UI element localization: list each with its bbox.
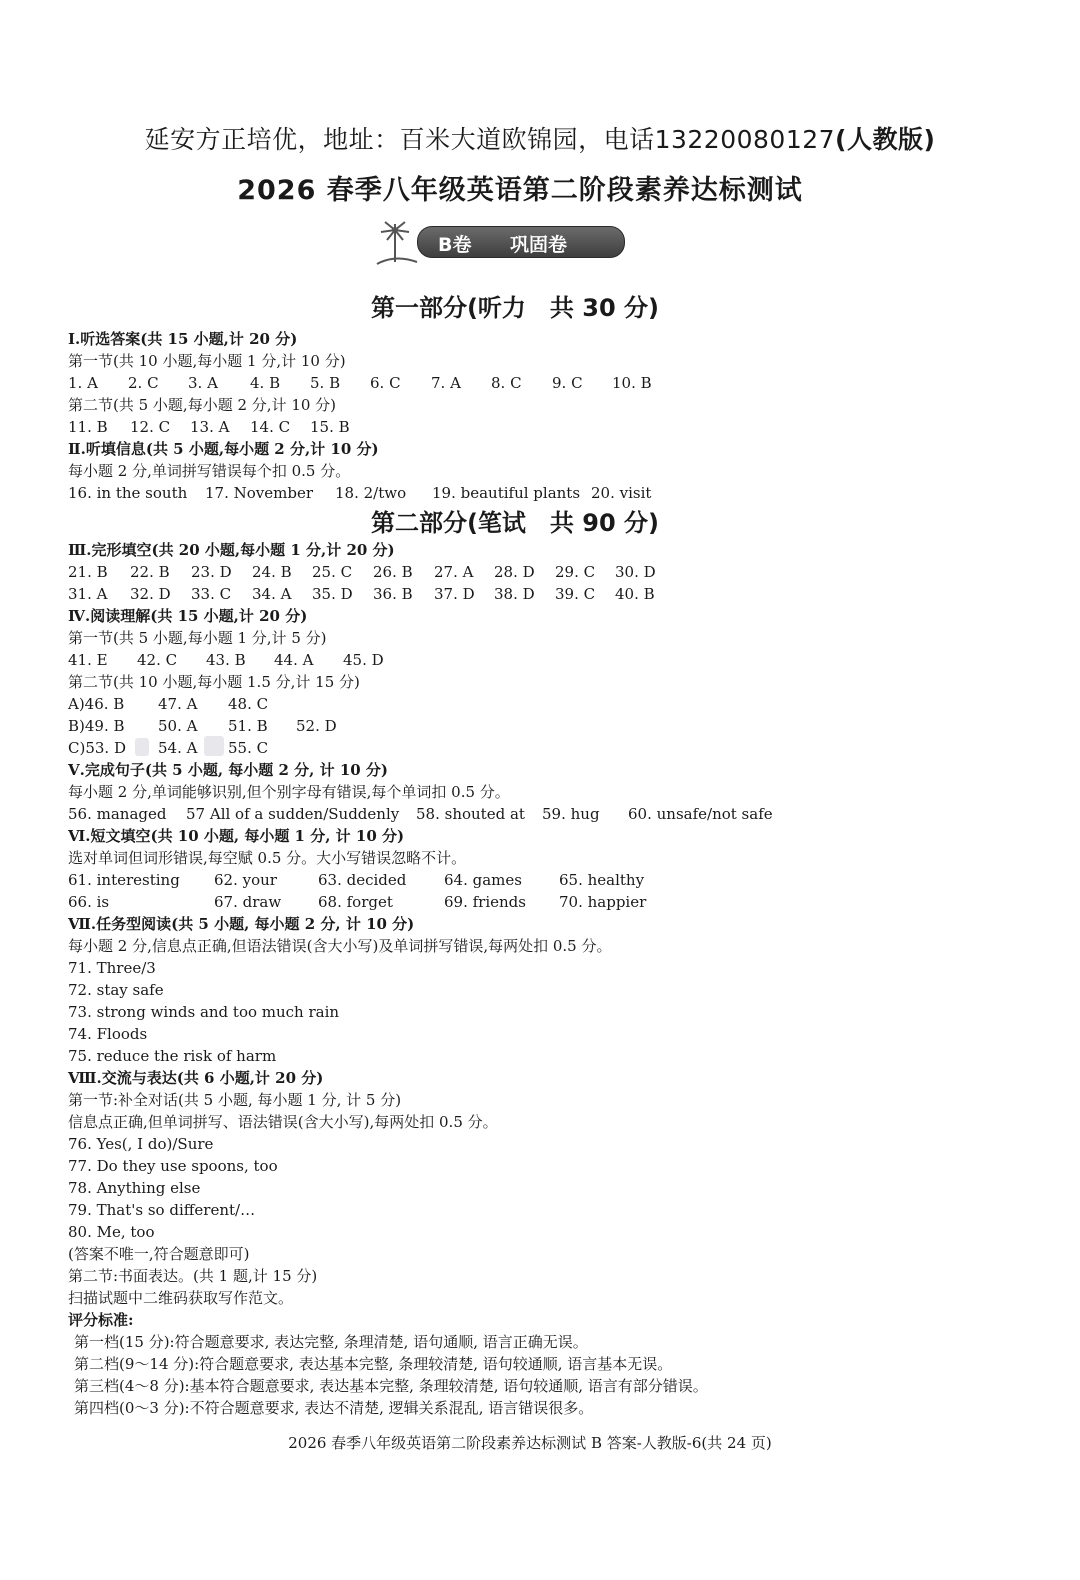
- answer-item: 28. D: [494, 563, 535, 581]
- section2-heading: Ⅱ.听填信息(共 5 小题,每小题 2 分,计 10 分): [68, 440, 379, 458]
- volume-banner: [365, 214, 678, 272]
- section1-sub1: 第一节(共 10 小题,每小题 1 分,计 10 分): [68, 352, 346, 370]
- answer-item: 55. C: [228, 739, 269, 757]
- answer-item: 40. B: [615, 585, 655, 603]
- criteria-heading: 评分标准:: [68, 1311, 134, 1329]
- institution-header: [0, 120, 1080, 156]
- answer-item: 76. Yes(, I do)/Sure: [68, 1135, 214, 1153]
- answer-item: 13. A: [190, 418, 230, 436]
- answer-item: 32. D: [130, 585, 171, 603]
- section7-note: 每小题 2 分,信息点正确,但语法错误(含大小写)及单词拼写错误,每两处扣 0.5 分。: [68, 937, 612, 955]
- answer-item: 3. A: [188, 374, 218, 392]
- answer-item: 58. shouted at: [416, 805, 525, 823]
- criteria-item: 第三档(4～8 分):基本符合题意要求, 表达基本完整, 条理较清楚, 语句较通顺, 语言有部分错误。: [74, 1377, 708, 1395]
- answer-item: 24. B: [252, 563, 292, 581]
- arrows-icon: ◀◀◀: [640, 230, 678, 252]
- answer-item: 6. C: [370, 374, 401, 392]
- answer-item: 19. beautiful plants: [432, 484, 581, 502]
- edition-label: (人教版): [835, 125, 936, 154]
- section2-note: 每小题 2 分,单词拼写错误每个扣 0.5 分。: [68, 462, 351, 480]
- answer-item: 56. managed: [68, 805, 167, 823]
- answer-item: 2. C: [128, 374, 159, 392]
- answer-item: 77. Do they use spoons, too: [68, 1157, 278, 1175]
- answer-item: 37. D: [434, 585, 475, 603]
- answer-item: 64. games: [444, 871, 522, 889]
- criteria-item: 第一档(15 分):符合题意要求, 表达完整, 条理清楚, 语句通顺, 语言正确无误。: [74, 1333, 588, 1351]
- answer-item: 80. Me, too: [68, 1223, 155, 1241]
- section5-note: 每小题 2 分,单词能够识别,但个别字母有错误,每个单词扣 0.5 分。: [68, 783, 510, 801]
- answer-item: 68. forget: [318, 893, 393, 911]
- answer-item: 20. visit: [591, 484, 652, 502]
- answer-item: 57 All of a sudden/Suddenly: [186, 805, 400, 823]
- volume-type-label: 巩固卷: [510, 234, 568, 256]
- answer-item: 52. D: [296, 717, 337, 735]
- scan-smudge: [204, 736, 224, 756]
- part2-title: 第二部分(笔试 共 90 分): [370, 509, 660, 537]
- answer-item: 78. Anything else: [68, 1179, 201, 1197]
- answer-item: 22. B: [130, 563, 170, 581]
- section7-heading: Ⅶ.任务型阅读(共 5 小题, 每小题 2 分, 计 10 分): [68, 915, 415, 933]
- answer-item: 27. A: [434, 563, 474, 581]
- page-footer: 2026 春季八年级英语第二阶段素养达标测试 B 答案-人教版-6(共 24 页): [288, 1434, 772, 1452]
- answer-item: 38. D: [494, 585, 535, 603]
- answer-item: 26. B: [373, 563, 413, 581]
- answer-item: 43. B: [206, 651, 246, 669]
- section8-remark: (答案不唯一,符合题意即可): [68, 1245, 250, 1263]
- answer-item: 67. draw: [214, 893, 282, 911]
- answer-item: 10. B: [612, 374, 652, 392]
- answer-item: 8. C: [491, 374, 522, 392]
- section8-note: 信息点正确,但单词拼写、语法错误(含大小写),每两处扣 0.5 分。: [68, 1113, 498, 1131]
- answer-item: 33. C: [191, 585, 232, 603]
- answer-item: 9. C: [552, 374, 583, 392]
- answer-item: 31. A: [68, 585, 108, 603]
- answer-item: C)53. D: [68, 739, 126, 757]
- section4-sub1: 第一节(共 5 小题,每小题 1 分,计 5 分): [68, 629, 327, 647]
- answer-item: 21. B: [68, 563, 108, 581]
- answer-item: 71. Three/3: [68, 959, 156, 977]
- answer-item: 79. That's so different/…: [68, 1201, 256, 1219]
- answer-item: 48. C: [228, 695, 269, 713]
- answer-item: 72. stay safe: [68, 981, 164, 999]
- answer-item: 50. A: [158, 717, 198, 735]
- answer-item: 60. unsafe/not safe: [628, 805, 773, 823]
- answer-item: 15. B: [310, 418, 350, 436]
- answer-item: 42. C: [137, 651, 178, 669]
- answer-item: 59. hug: [542, 805, 600, 823]
- answer-item: 1. A: [68, 374, 98, 392]
- answer-item: 11. B: [68, 418, 108, 436]
- criteria-item: 第四档(0～3 分):不符合题意要求, 表达不清楚, 逻辑关系混乱, 语言错误很多。: [74, 1399, 594, 1417]
- section6-heading: Ⅵ.短文填空(共 10 小题, 每小题 1 分, 计 10 分): [68, 827, 405, 845]
- answer-item: 34. A: [252, 585, 292, 603]
- section1-sub2: 第二节(共 5 小题,每小题 2 分,计 10 分): [68, 396, 337, 414]
- answer-item: 66. is: [68, 893, 110, 911]
- answer-item: 61. interesting: [68, 871, 180, 889]
- section8-sub1: 第一节:补全对话(共 5 小题, 每小题 1 分, 计 5 分): [68, 1091, 402, 1109]
- answer-item: 39. C: [555, 585, 596, 603]
- section6-note: 选对单词但词形错误,每空赋 0.5 分。大小写错误忽略不计。: [68, 849, 467, 867]
- answer-item: 41. E: [68, 651, 108, 669]
- answer-item: 18. 2/two: [335, 484, 407, 502]
- answer-item: 74. Floods: [68, 1025, 148, 1043]
- answer-item: 62. your: [214, 871, 277, 889]
- answer-item: 47. A: [158, 695, 198, 713]
- answer-item: 44. A: [274, 651, 314, 669]
- answer-item: 35. D: [312, 585, 353, 603]
- answer-item: 23. D: [191, 563, 232, 581]
- section4-sub2: 第二节(共 10 小题,每小题 1.5 分,计 15 分): [68, 673, 360, 691]
- part1-title: 第一部分(听力 共 30 分): [370, 294, 660, 322]
- answer-item: A)46. B: [68, 695, 125, 713]
- answer-item: 36. B: [373, 585, 413, 603]
- answer-item: 65. healthy: [559, 871, 645, 889]
- section8-heading: Ⅷ.交流与表达(共 6 小题,计 20 分): [68, 1069, 324, 1087]
- answer-item: 12. C: [130, 418, 171, 436]
- page-title: 2026 春季八年级英语第二阶段素养达标测试: [237, 175, 803, 206]
- answer-item: 17. November: [205, 484, 314, 502]
- answer-item: 4. B: [250, 374, 281, 392]
- section3-heading: Ⅲ.完形填空(共 20 小题,每小题 1 分,计 20 分): [68, 541, 395, 559]
- answer-item: 16. in the south: [68, 484, 188, 502]
- institution-contact: 延安方正培优，地址：百米大道欧锦园，电话13220080127: [144, 125, 836, 154]
- volume-label: B卷: [438, 234, 472, 256]
- answer-item: 75. reduce the risk of harm: [68, 1047, 277, 1065]
- answer-item: 25. C: [312, 563, 353, 581]
- volume-tag: [417, 226, 678, 258]
- answer-item: 73. strong winds and too much rain: [68, 1003, 340, 1021]
- answer-item: B)49. B: [68, 717, 125, 735]
- answer-item: 69. friends: [444, 893, 526, 911]
- section5-heading: Ⅴ.完成句子(共 5 小题, 每小题 2 分, 计 10 分): [68, 761, 389, 779]
- section4-heading: Ⅳ.阅读理解(共 15 小题,计 20 分): [68, 607, 308, 625]
- dandelion-icon: [365, 214, 425, 272]
- answer-item: 29. C: [555, 563, 596, 581]
- section8-sub2: 第二节:书面表达。(共 1 题,计 15 分): [68, 1267, 318, 1285]
- criteria-item: 第二档(9～14 分):符合题意要求, 表达基本完整, 条理较清楚, 语句较通顺, 语言基本无误。: [74, 1355, 673, 1373]
- answer-item: 5. B: [310, 374, 341, 392]
- section8-scan-note: 扫描试题中二维码获取写作范文。: [68, 1289, 294, 1307]
- answer-item: 51. B: [228, 717, 268, 735]
- answer-item: 63. decided: [318, 871, 407, 889]
- answer-item: 14. C: [250, 418, 291, 436]
- answer-item: 7. A: [431, 374, 461, 392]
- answer-item: 54. A: [158, 739, 198, 757]
- answer-item: 45. D: [343, 651, 384, 669]
- scan-smudge: [135, 738, 149, 756]
- answer-item: 70. happier: [559, 893, 647, 911]
- answer-item: 30. D: [615, 563, 656, 581]
- section1-heading: Ⅰ.听选答案(共 15 小题,计 20 分): [68, 330, 298, 348]
